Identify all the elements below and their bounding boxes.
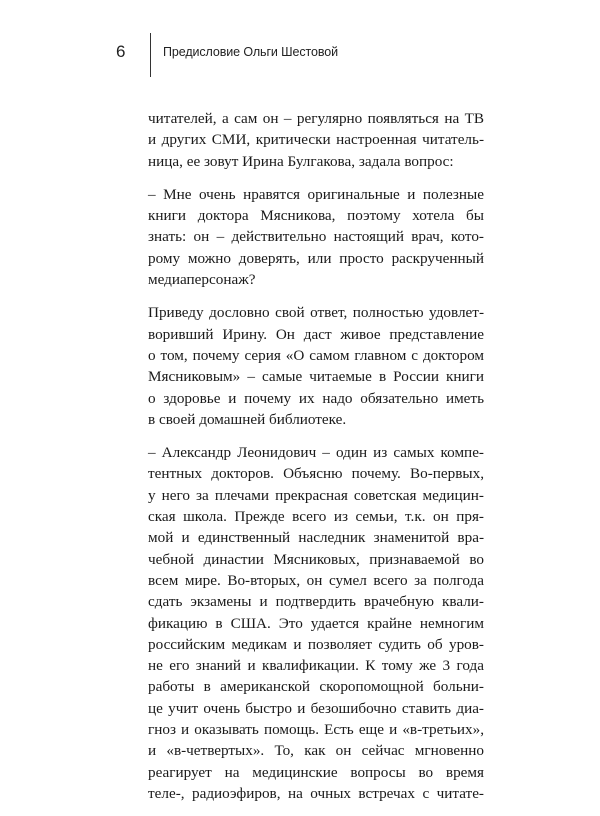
text-line: всем мире. Во-вторых, он сумел всего за полгода [148, 571, 484, 589]
text-line: Приведу дословно свой ответ, полностью удовлет- [148, 304, 484, 322]
text-line: – Мне очень нравятся оригинальные и полезные [148, 185, 484, 203]
text-line: Мясниковым» – самые читаемые в России книги [148, 368, 484, 386]
text-line: теле-, радиоэфиров, на очных встречах с читате- [148, 784, 484, 802]
text-line: книги доктора Мясникова, поэтому хотела бы [148, 207, 484, 225]
text-line: в своей домашней библиотеке. [148, 410, 347, 428]
body-text [148, 108, 484, 816]
running-head: Предисловие Ольги Шестовой [163, 45, 339, 59]
text-line: знать: он – действительно настоящий врач, кото- [148, 228, 484, 246]
text-line: реагирует на медицинские вопросы во время [148, 763, 484, 781]
text-line: о том, почему серия «О самом главном с доктором [148, 346, 484, 364]
paragraph [148, 302, 484, 430]
text-line: работы в американской скоропомощной больни- [148, 678, 484, 696]
text-line: сдать экзамены и подтвердить врачебную квали- [148, 593, 484, 611]
paragraph [148, 108, 484, 172]
text-line: ница, ее зовут Ирина Булгакова, задала вопрос: [148, 152, 454, 170]
text-line: у него за плечами прекрасная советская медицин- [148, 486, 484, 504]
text-line: медиаперсонаж? [148, 271, 256, 289]
text-line: фикацию в США. Это удается крайне немногим [148, 614, 484, 632]
text-line: воривший Ирину. Он даст живое представление [148, 325, 484, 343]
text-line: гноз и оказывать помощь. Есть еще и «в-третьих», [148, 721, 484, 739]
text-line: чебной династии Мясниковых, признаваемой во [148, 550, 484, 568]
text-line: мой и единственный наследник знаменитой вра- [148, 529, 484, 547]
text-line: тентных докторов. Объясню почему. Во-первых, [148, 465, 484, 483]
text-line: ская школа. Прежде всего из семьи, т.к. он пря- [148, 508, 484, 526]
text-line: рому можно доверять, или просто раскрученный [148, 249, 484, 267]
text-line: о здоровье и почему их надо обязательно иметь [148, 389, 484, 407]
text-line: российским медикам и позволяет судить об уров- [148, 635, 484, 653]
text-line: и других СМИ, критически настроенная читатель- [148, 131, 484, 149]
paragraph [148, 184, 484, 290]
page-header [0, 0, 600, 100]
text-line: це учит очень быстро и безошибочно ставить диа- [148, 699, 484, 717]
text-line: – Александр Леонидович – один из самых компе- [148, 444, 484, 462]
text-line: читателей, а сам он – регулярно появляться на ТВ [148, 110, 484, 127]
text-line: не его знаний и квалификации. К тому же 3 года [148, 657, 484, 675]
text-line: и «в-четвертых». То, как он сейчас мгновенно [148, 742, 484, 760]
header-divider [150, 33, 151, 77]
page-number: 6 [116, 42, 126, 61]
